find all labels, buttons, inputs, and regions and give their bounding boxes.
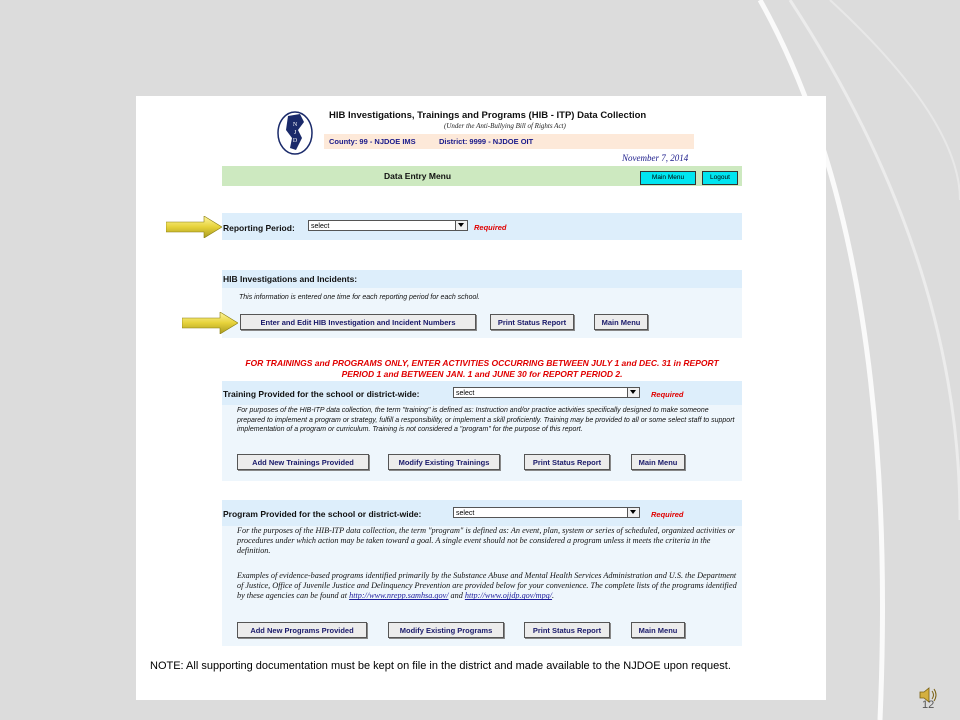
page-title: HIB Investigations, Trainings and Programs (HIB - ITP) Data Collection — [329, 110, 647, 121]
training-description: For purposes of the HIB-ITP data collection, the term "training" is defined as: Instruction and/or practice activities specifically designed to make someone prepared to implement a program or strategy, fulfill a responsibility, or implement a skill proficiently. Training may be provided to all or some select staff to support implementation of a program or curriculum. Training is not considered a "program" for the purpose of this report. — [237, 407, 735, 433]
njdoe-seal-logo — [274, 108, 316, 158]
enter-edit-hib-button[interactable]: Enter and Edit HIB Investigation and Incident Numbers — [240, 314, 476, 330]
program-description-1: For the purposes of the HIB-ITP data collection, the term "program" is defined as: An event, plan, system or series of scheduled, organized activities or procedures under which action may be taken toward a goal. A single event should not be considered a program unless it meets the criteria in the definition. — [237, 526, 736, 556]
hib-main-menu-button[interactable]: Main Menu — [594, 314, 648, 330]
training-select[interactable] — [453, 387, 640, 398]
program-label: Program Provided for the school or district-wide: — [223, 509, 422, 519]
add-programs-button[interactable]: Add New Programs Provided — [237, 622, 367, 638]
modify-programs-button[interactable]: Modify Existing Programs — [388, 622, 504, 638]
and-text: and — [448, 591, 463, 601]
page-number: 12 — [922, 699, 935, 711]
yellow-arrow-icon — [166, 216, 222, 238]
chevron-down-icon — [627, 388, 639, 397]
hib-print-status-button[interactable]: Print Status Report — [490, 314, 574, 330]
add-trainings-button[interactable]: Add New Trainings Provided — [237, 454, 369, 470]
hib-description: This information is entered one time for each reporting period for each school. — [239, 294, 480, 301]
svg-text:J: J — [293, 130, 297, 136]
chevron-down-icon — [455, 221, 467, 230]
chevron-down-icon — [627, 508, 639, 517]
warning-line-1: FOR TRAININGS and PROGRAMS ONLY, ENTER ACTIVITIES OCCURRING BETWEEN JULY 1 and DEC. 31 in REPORT — [245, 358, 719, 368]
training-main-menu-button[interactable]: Main Menu — [631, 454, 685, 470]
program-select-value: select — [456, 510, 475, 517]
period-text: . — [552, 591, 555, 601]
warning-text — [222, 358, 742, 380]
reporting-period-select[interactable] — [308, 220, 468, 231]
yellow-arrow-icon — [182, 312, 238, 334]
slide-content — [136, 96, 826, 700]
program-select[interactable] — [453, 507, 640, 518]
hib-heading: HIB Investigations and Incidents: — [223, 274, 358, 284]
nrepp-link[interactable]: http://www.nrepp.samhsa.gov/ — [349, 591, 449, 601]
ojjdp-link[interactable]: http://www.ojjdp.gov/mpg/ — [464, 591, 553, 601]
modify-trainings-button[interactable]: Modify Existing Trainings — [388, 454, 500, 470]
county-text: County: 99 - NJDOE IMS — [329, 137, 416, 146]
district-text: District: 9999 - NJDOE OIT — [439, 137, 534, 146]
logout-button[interactable]: Logout — [702, 171, 738, 185]
program-main-menu-button[interactable]: Main Menu — [631, 622, 685, 638]
training-label: Training Provided for the school or district-wide: — [223, 389, 420, 399]
svg-text:N: N — [292, 122, 298, 128]
reporting-period-select-value: select — [311, 223, 330, 230]
reporting-period-required: Required — [474, 223, 507, 232]
program-description-2-text: Examples of evidence-based programs identified primarily by the Substance Abuse and Mental Health Services Administration and U.S. the Department of Justice, Office of Juvenile Justice and Delinquency Prevention are provided below for your convenience. The complete lists of the programs identified by these agencies can be found at — [237, 571, 737, 601]
program-print-status-button[interactable]: Print Status Report — [524, 622, 610, 638]
program-description-2 — [237, 571, 737, 602]
page-subtitle: (Under the Anti-Bullying Bill of Rights Act) — [444, 122, 566, 130]
training-select-value: select — [456, 390, 475, 397]
date-text: November 7, 2014 — [622, 153, 689, 163]
menu-title: Data Entry Menu — [384, 171, 452, 181]
training-required: Required — [651, 390, 684, 399]
warning-line-2: PERIOD 1 and BETWEEN JAN. 1 and JUNE 30 for REPORT PERIOD 2. — [341, 369, 623, 379]
main-menu-button[interactable]: Main Menu — [640, 171, 696, 185]
program-required: Required — [651, 510, 684, 519]
svg-text:D: D — [292, 138, 298, 144]
note-text: NOTE: All supporting documentation must be kept on file in the district and made available to the NJDOE upon request. — [150, 660, 731, 672]
reporting-period-label: Reporting Period: — [223, 223, 295, 233]
training-print-status-button[interactable]: Print Status Report — [524, 454, 610, 470]
